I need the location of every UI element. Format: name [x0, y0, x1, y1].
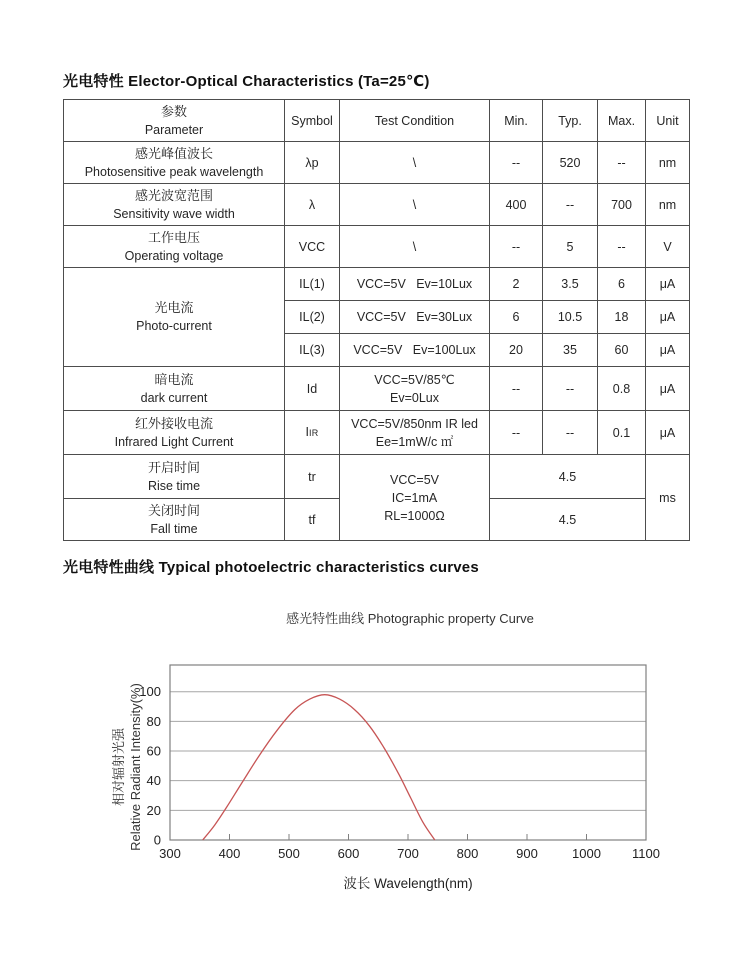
symbol-cell: VCC	[285, 226, 340, 268]
min-cell: --	[490, 367, 543, 411]
x-tick-label: 1100	[632, 846, 660, 861]
symbol-cell: tf	[285, 499, 340, 541]
typ-cell: 35	[543, 334, 598, 367]
unit-cell: nm	[646, 184, 690, 226]
min-cell: 400	[490, 184, 543, 226]
header-max: Max.	[598, 100, 646, 142]
header-min: Min.	[490, 100, 543, 142]
table-row-operating-voltage	[64, 226, 690, 268]
y-tick-label: 80	[146, 713, 161, 729]
unit-cell: μA	[646, 268, 690, 301]
unit-cell: nm	[646, 142, 690, 184]
x-tick-label: 600	[337, 846, 360, 861]
param-cell-photo-current: 光电流 Photo-current	[64, 268, 285, 367]
min-cell: 2	[490, 268, 543, 301]
max-cell: 6	[598, 268, 646, 301]
min-cell: --	[490, 411, 543, 455]
symbol-cell: IL(1)	[285, 268, 340, 301]
y-tick-label: 40	[146, 773, 161, 789]
condition-cell: VCC=5V/850nm IR led Ee=1mW/c ㎡	[340, 411, 490, 455]
typ-cell: --	[543, 411, 598, 455]
symbol-cell: λ	[285, 184, 340, 226]
typ-cell: 520	[543, 142, 598, 184]
section-title-curves: 光电特性曲线 Typical photoelectric characteristics curves	[63, 559, 479, 576]
condition-cell: \	[340, 142, 490, 184]
table-row-peak-wavelength	[64, 142, 690, 184]
response-curve	[203, 695, 435, 840]
min-cell: --	[490, 142, 543, 184]
spectral-response-chart	[100, 650, 700, 880]
unit-cell: μA	[646, 411, 690, 455]
y-tick-label: 0	[153, 832, 161, 848]
table-row-dark-current	[64, 367, 690, 411]
param-cell: 工作电压 Operating voltage	[64, 226, 285, 268]
section-title-electro-optical: 光电特性 Elector-Optical Characteristics (Ta=25℃)	[63, 73, 430, 90]
min-cell: 6	[490, 301, 543, 334]
x-axis-label: 波长 Wavelength(nm)	[343, 876, 473, 891]
unit-cell-switching: ms	[646, 455, 690, 541]
param-cell: 开启时间 Rise time	[64, 455, 285, 499]
typ-cell: --	[543, 367, 598, 411]
symbol-cell: λp	[285, 142, 340, 184]
header-unit: Unit	[646, 100, 690, 142]
chart-title: 感光特性曲线 Photographic property Curve	[286, 611, 534, 626]
table-row-rise-time	[64, 455, 690, 499]
symbol-cell: IL(2)	[285, 301, 340, 334]
max-cell: 700	[598, 184, 646, 226]
param-cell: 感光峰值波长 Photosensitive peak wavelength	[64, 142, 285, 184]
max-cell: 60	[598, 334, 646, 367]
unit-cell: μA	[646, 367, 690, 411]
table-row-infrared-current	[64, 411, 690, 455]
condition-cell: VCC=5V Ev=100Lux	[340, 334, 490, 367]
x-tick-label: 500	[278, 846, 300, 861]
header-symbol: Symbol	[285, 100, 340, 142]
param-cell: 红外接收电流 Infrared Light Current	[64, 411, 285, 455]
value-cell-rise: 4.5	[490, 455, 646, 499]
y-tick-label: 60	[146, 743, 161, 759]
y-tick-label: 100	[139, 684, 161, 700]
y-axis-label	[110, 647, 146, 887]
unit-cell: μA	[646, 334, 690, 367]
y-tick-label: 20	[146, 802, 161, 818]
condition-cell: VCC=5V Ev=30Lux	[340, 301, 490, 334]
max-cell: 0.1	[598, 411, 646, 455]
symbol-cell: IIR	[285, 411, 340, 455]
symbol-cell: tr	[285, 455, 340, 499]
x-tick-label: 400	[218, 846, 241, 861]
x-tick-label: 900	[516, 846, 538, 861]
y-axis-label-en: Relative Radiant Intensity(%)	[128, 683, 143, 851]
condition-cell: \	[340, 226, 490, 268]
unit-cell: V	[646, 226, 690, 268]
max-cell: --	[598, 226, 646, 268]
min-cell: --	[490, 226, 543, 268]
header-parameter: 参数 Parameter	[64, 100, 285, 142]
x-tick-label: 300	[159, 846, 181, 861]
max-cell: 0.8	[598, 367, 646, 411]
value-cell-fall: 4.5	[490, 499, 646, 541]
table-header-row	[64, 100, 690, 142]
typ-cell: 5	[543, 226, 598, 268]
param-cell: 关闭时间 Fall time	[64, 499, 285, 541]
symbol-cell: Id	[285, 367, 340, 411]
max-cell: --	[598, 142, 646, 184]
x-tick-label: 800	[456, 846, 479, 861]
typ-cell: 3.5	[543, 268, 598, 301]
condition-cell: \	[340, 184, 490, 226]
table-row-wave-width	[64, 184, 690, 226]
table-row-photo-current-1	[64, 268, 690, 301]
x-tick-label: 700	[397, 846, 419, 861]
header-test-condition: Test Condition	[340, 100, 490, 142]
y-axis-label-zh: 相对辐射光强	[111, 728, 126, 807]
electro-optical-characteristics-table	[63, 99, 690, 541]
typ-cell: 10.5	[543, 301, 598, 334]
typ-cell: --	[543, 184, 598, 226]
unit-cell: μA	[646, 301, 690, 334]
condition-cell-switching: VCC=5V IC=1mA RL=1000Ω	[340, 455, 490, 541]
x-tick-label: 1000	[572, 846, 601, 861]
condition-cell: VCC=5V Ev=10Lux	[340, 268, 490, 301]
param-cell: 暗电流 dark current	[64, 367, 285, 411]
header-typ: Typ.	[543, 100, 598, 142]
symbol-cell: IL(3)	[285, 334, 340, 367]
param-cell: 感光波宽范围 Sensitivity wave width	[64, 184, 285, 226]
max-cell: 18	[598, 301, 646, 334]
condition-cell: VCC=5V/85℃ Ev=0Lux	[340, 367, 490, 411]
min-cell: 20	[490, 334, 543, 367]
